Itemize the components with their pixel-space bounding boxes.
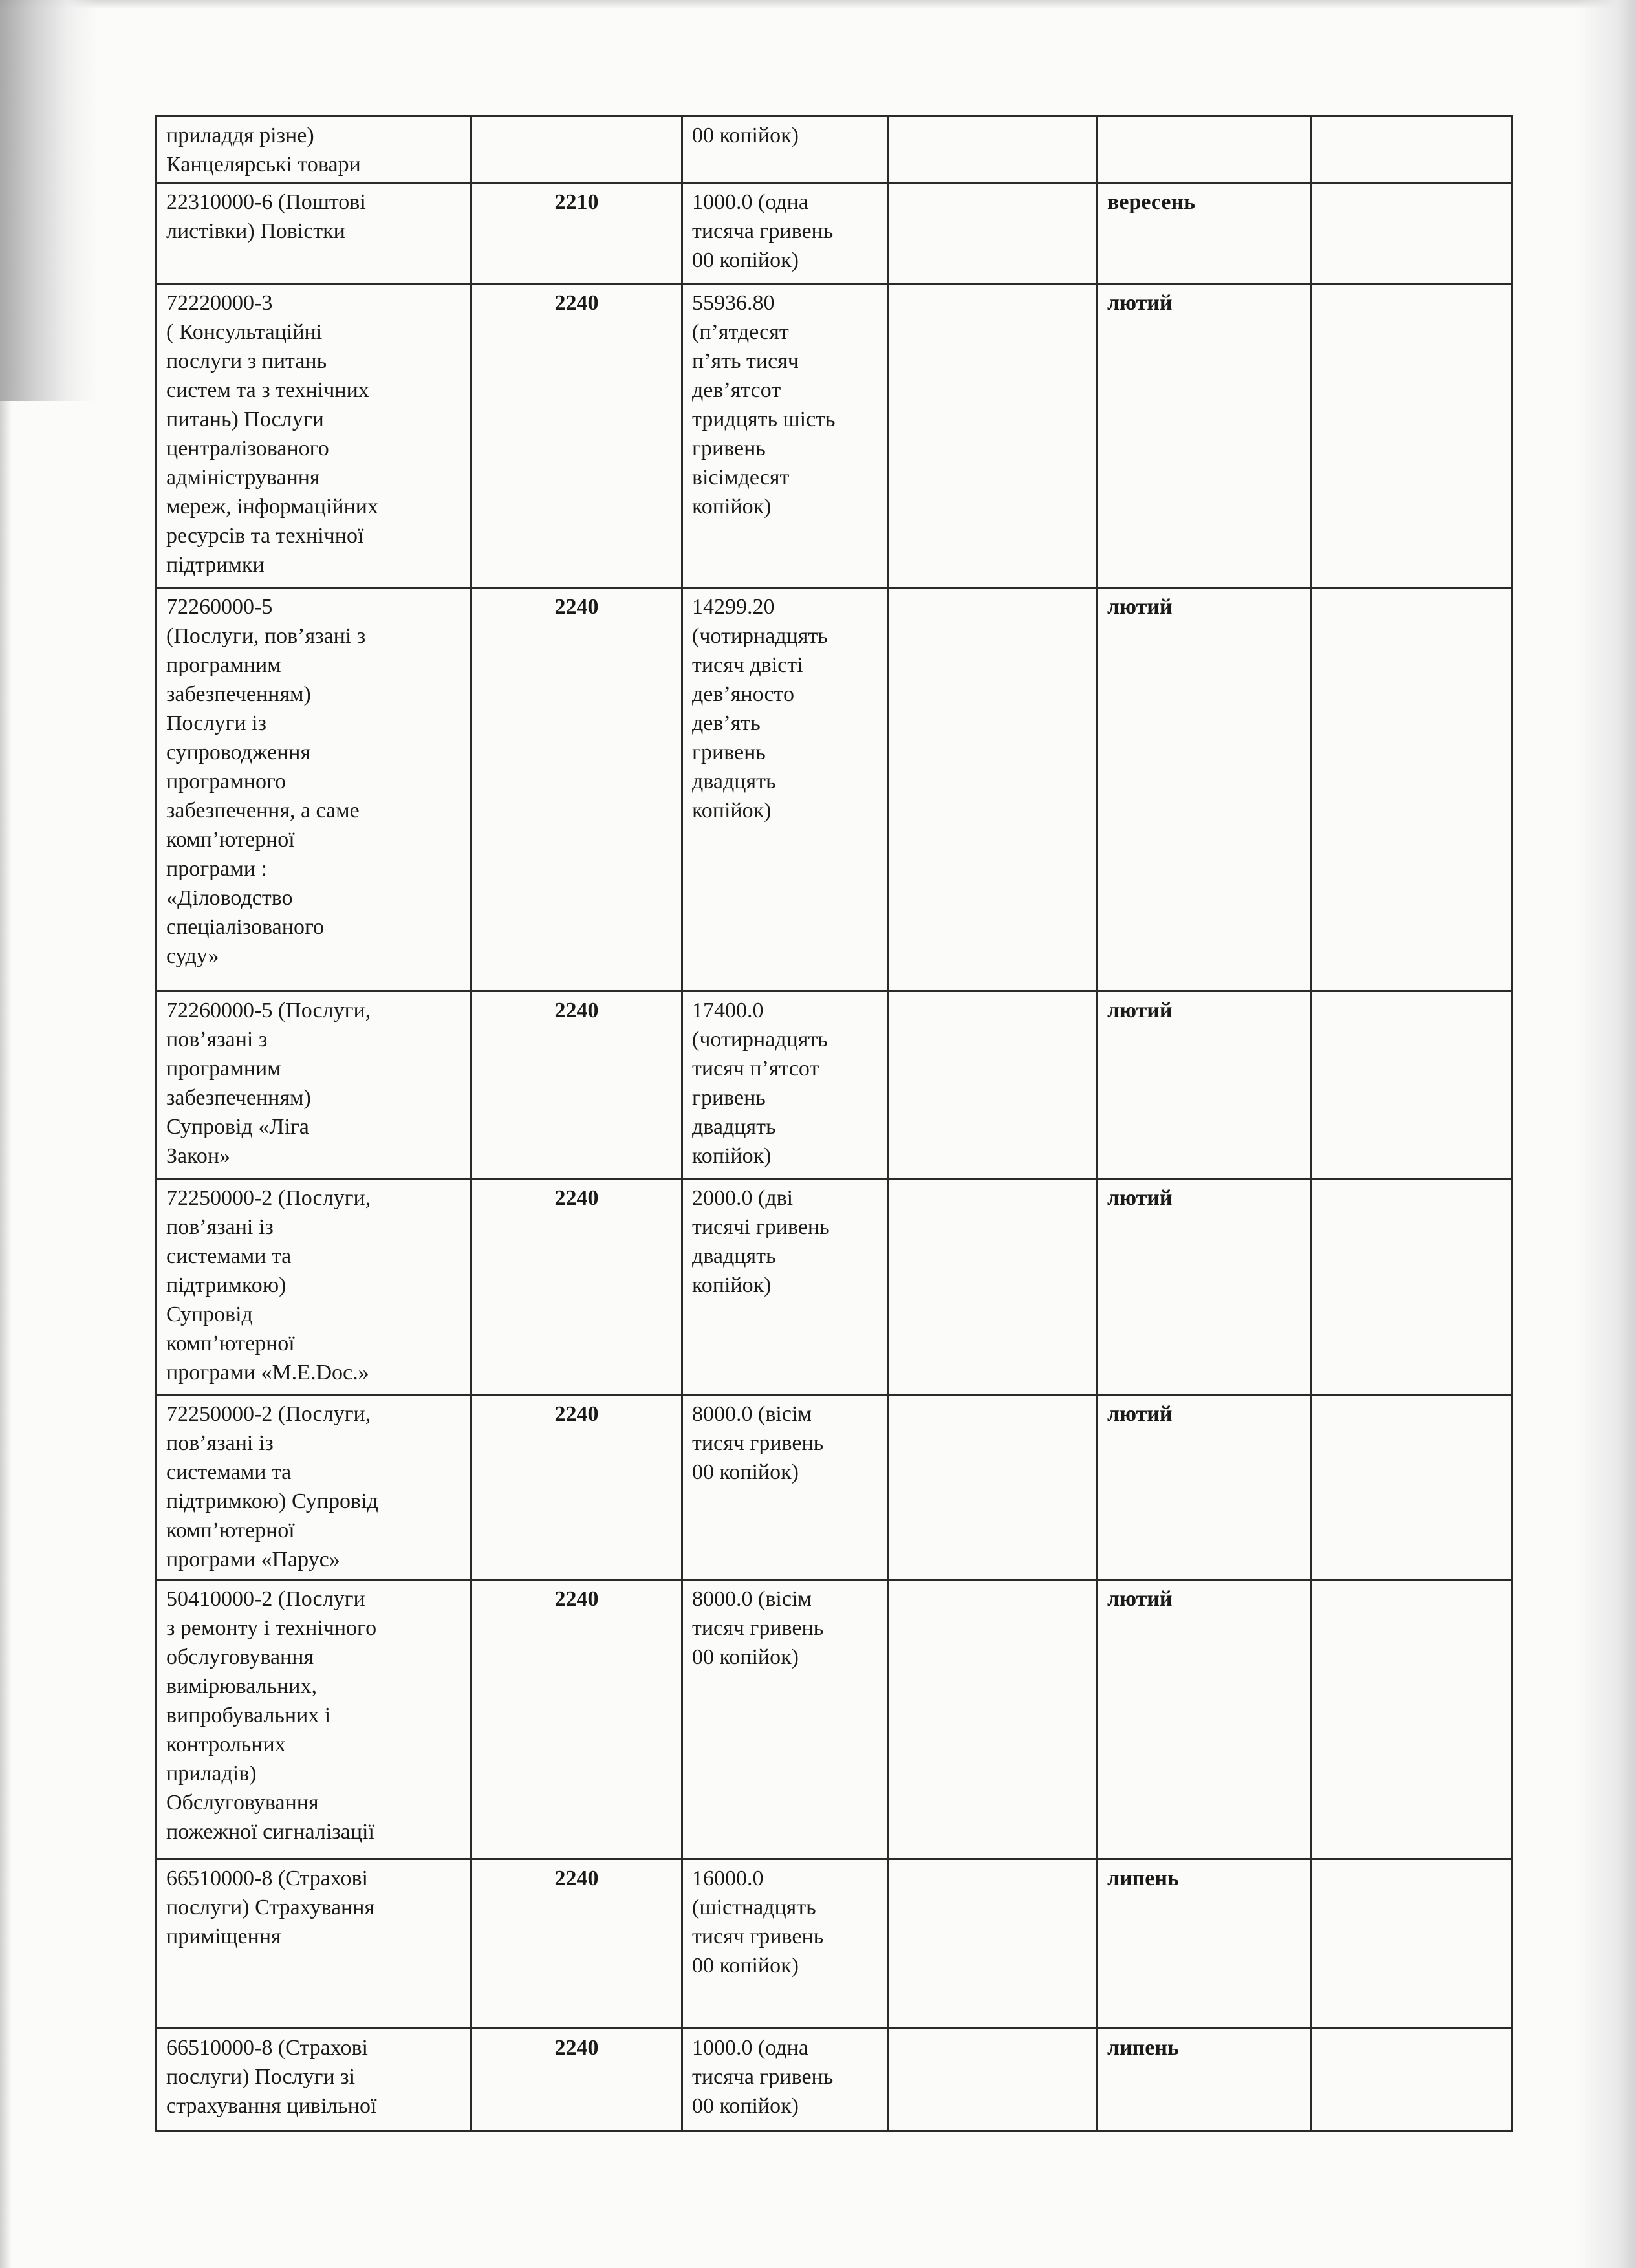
kekv-code-cell: 2240 xyxy=(471,1859,682,2029)
notes-cell xyxy=(1311,2029,1512,2131)
procedure-cell xyxy=(888,1859,1098,2029)
notes-cell xyxy=(1311,991,1512,1179)
scan-edge-right xyxy=(1577,0,1635,2268)
kekv-code-cell: 2240 xyxy=(471,1179,682,1395)
subject-cell: 50410000-2 (Послуги з ремонту і технічного обслуговування вимірювальних, випробувальних і контрольних приладів) Обслуговування пожежної сигналізації xyxy=(157,1580,471,1859)
kekv-code-cell: 2240 xyxy=(471,588,682,991)
kekv-code-cell xyxy=(471,116,682,183)
procedure-cell xyxy=(888,1395,1098,1580)
subject-cell: 72260000-5 (Послуги, пов’язані з програмним забезпеченням) Послуги із супроводження програмного забезпечення, а саме комп’ютерної програми : «Діловодство спеціалізованого суду» xyxy=(157,588,471,991)
kekv-code-cell: 2210 xyxy=(471,183,682,284)
notes-cell xyxy=(1311,1859,1512,2029)
month-cell: лютий xyxy=(1098,991,1311,1179)
amount-cell: 1000.0 (одна тисяча гривень 00 копійок) xyxy=(682,183,888,284)
amount-cell: 2000.0 (дві тисячі гривень двадцять копійок) xyxy=(682,1179,888,1395)
procedure-cell xyxy=(888,1580,1098,1859)
table-row xyxy=(157,183,1512,284)
subject-cell: 72250000-2 (Послуги, пов’язані із системами та підтримкою) Супровід комп’ютерної програми «M.E.Doc.» xyxy=(157,1179,471,1395)
table-row xyxy=(157,991,1512,1179)
month-cell: липень xyxy=(1098,1859,1311,2029)
notes-cell xyxy=(1311,1179,1512,1395)
notes-cell xyxy=(1311,1580,1512,1859)
amount-cell: 14299.20 (чотирнадцять тисяч двісті дев’яносто дев’ять гривень двадцять копійок) xyxy=(682,588,888,991)
scan-edge-top xyxy=(0,0,1635,9)
scan-edge-left xyxy=(0,401,12,2268)
amount-cell: 16000.0 (шістнадцять тисяч гривень 00 копійок) xyxy=(682,1859,888,2029)
kekv-code-cell: 2240 xyxy=(471,1580,682,1859)
notes-cell xyxy=(1311,1395,1512,1580)
table-row xyxy=(157,588,1512,991)
subject-cell: 72220000-3 ( Консультаційні послуги з питань систем та з технічних питань) Послуги централізованого адміністрування мереж, інформаційних ресурсів та технічної підтримки xyxy=(157,284,471,588)
month-cell: лютий xyxy=(1098,1580,1311,1859)
month-cell: лютий xyxy=(1098,284,1311,588)
subject-cell: приладдя різне) Канцелярські товари xyxy=(157,116,471,183)
notes-cell xyxy=(1311,116,1512,183)
month-cell: лютий xyxy=(1098,1179,1311,1395)
notes-cell xyxy=(1311,588,1512,991)
scan-shadow-left xyxy=(0,0,97,401)
subject-cell: 22310000-6 (Поштові листівки) Повістки xyxy=(157,183,471,284)
subject-cell: 66510000-8 (Страхові послуги) Послуги зі страхування цивільної xyxy=(157,2029,471,2131)
subject-cell: 66510000-8 (Страхові послуги) Страхування приміщення xyxy=(157,1859,471,2029)
procedure-cell xyxy=(888,1179,1098,1395)
kekv-code-cell: 2240 xyxy=(471,991,682,1179)
table-row xyxy=(157,1580,1512,1859)
month-cell: лютий xyxy=(1098,588,1311,991)
month-cell: липень xyxy=(1098,2029,1311,2131)
kekv-code-cell: 2240 xyxy=(471,1395,682,1580)
amount-cell: 1000.0 (одна тисяча гривень 00 копійок) xyxy=(682,2029,888,2131)
table-row xyxy=(157,1395,1512,1580)
procedure-cell xyxy=(888,2029,1098,2131)
table-row xyxy=(157,1859,1512,2029)
amount-cell: 55936.80 (п’ятдесят п’ять тисяч дев’ятсот тридцять шість гривень вісімдесят копійок) xyxy=(682,284,888,588)
month-cell xyxy=(1098,116,1311,183)
procedure-cell xyxy=(888,183,1098,284)
procedure-cell xyxy=(888,116,1098,183)
procurement-plan-table xyxy=(155,115,1513,2132)
procedure-cell xyxy=(888,284,1098,588)
table-row xyxy=(157,1179,1512,1395)
notes-cell xyxy=(1311,183,1512,284)
subject-cell: 72250000-2 (Послуги, пов’язані із системами та підтримкою) Супровід комп’ютерної програми «Парус» xyxy=(157,1395,471,1580)
kekv-code-cell: 2240 xyxy=(471,2029,682,2131)
table-row xyxy=(157,2029,1512,2131)
notes-cell xyxy=(1311,284,1512,588)
amount-cell: 00 копійок) xyxy=(682,116,888,183)
procedure-cell xyxy=(888,991,1098,1179)
kekv-code-cell: 2240 xyxy=(471,284,682,588)
subject-cell: 72260000-5 (Послуги, пов’язані з програмним забезпеченням) Супровід «Ліга Закон» xyxy=(157,991,471,1179)
month-cell: лютий xyxy=(1098,1395,1311,1580)
table-row xyxy=(157,284,1512,588)
table-row xyxy=(157,116,1512,183)
month-cell: вересень xyxy=(1098,183,1311,284)
amount-cell: 8000.0 (вісім тисяч гривень 00 копійок) xyxy=(682,1580,888,1859)
procedure-cell xyxy=(888,588,1098,991)
amount-cell: 17400.0 (чотирнадцять тисяч п’ятсот гривень двадцять копійок) xyxy=(682,991,888,1179)
amount-cell: 8000.0 (вісім тисяч гривень 00 копійок) xyxy=(682,1395,888,1580)
